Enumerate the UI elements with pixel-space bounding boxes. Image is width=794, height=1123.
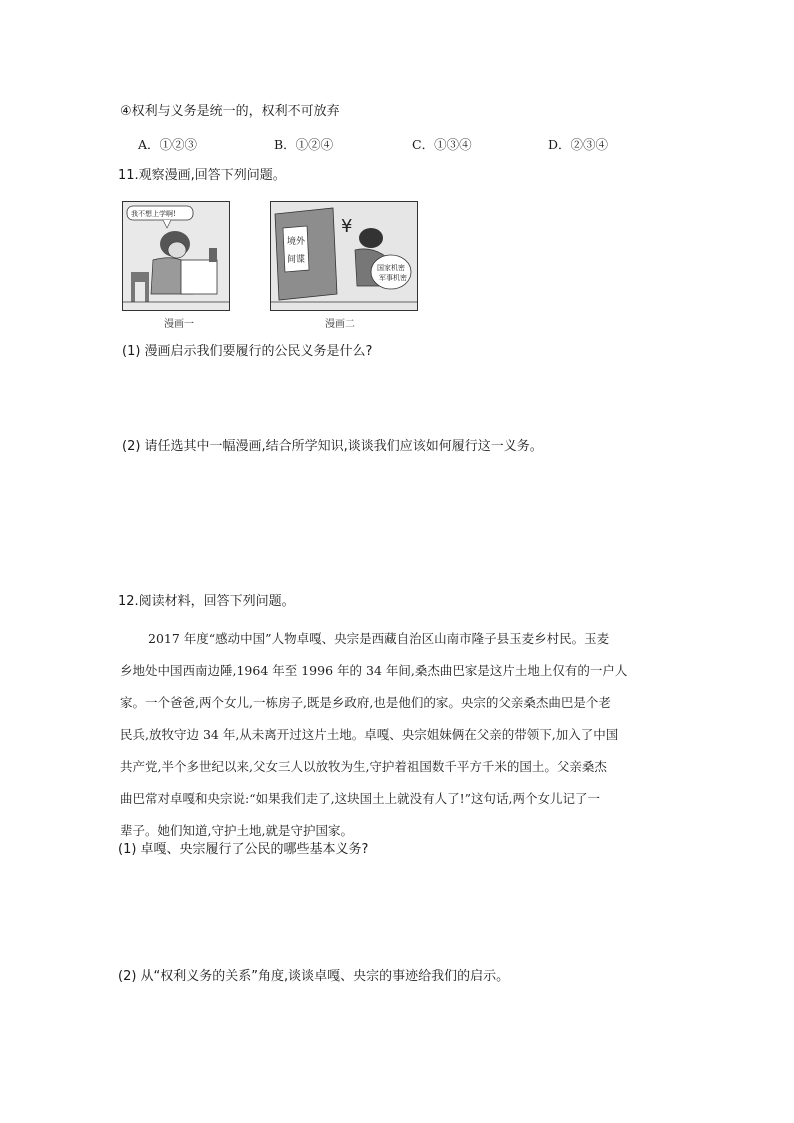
- cartoon-two-image: [270, 201, 418, 311]
- cartoon-two-bag-line1: 国家机密: [377, 264, 405, 272]
- cartoon-two-board-line1: 境外: [287, 237, 306, 247]
- cartoon-two-caption: 漫画二: [325, 319, 355, 330]
- cartoon-two-drawing: [271, 202, 417, 310]
- cartoon-two-money: ¥: [341, 216, 353, 237]
- cartoon-one-caption: 漫画一: [164, 319, 194, 330]
- question-12-sub2: (2) 从“权利义务的关系”角度,谈谈卓嘎、央宗的事迹给我们的启示。: [118, 969, 510, 984]
- question-12-sub1: (1) 卓嘎、央宗履行了公民的哪些基本义务?: [118, 842, 369, 857]
- cartoon-two-bag-line2: 军事机密: [379, 274, 407, 282]
- material-line: 共产党,半个多世纪以来,父女三人以放牧为生,守护着祖国数千平方千米的国土。父亲桑杰: [120, 759, 607, 774]
- question-11-title: 11.观察漫画,回答下列问题。: [118, 168, 286, 183]
- option-d[interactable]: D．②③④: [548, 137, 609, 152]
- material-line: 辈子。她们知道,守护土地,就是守护国家。: [120, 823, 353, 838]
- question-12-title: 12.阅读材料，回答下列问题。: [118, 594, 295, 609]
- statement-4: ④权利与义务是统一的，权利不可放弃: [120, 104, 340, 119]
- material-line: 曲巴常对卓嘎和央宗说:“如果我们走了,这块国土上就没有人了!”这句话,两个女儿记了一: [120, 791, 600, 806]
- cartoon-one-image: [122, 201, 230, 311]
- cartoon-one-bubble: 我不想上学啊!: [131, 210, 176, 218]
- cartoon-one-drawing: [123, 202, 229, 310]
- option-c[interactable]: C．①③④: [412, 137, 472, 152]
- cartoon-two-board-line2: 间谍: [287, 255, 306, 265]
- material-line: 民兵,放牧守边 34 年,从未离开过这片土地。卓嘎、央宗姐妹俩在父亲的带领下,加入了中国: [120, 727, 619, 742]
- material-line: 家。一个爸爸,两个女儿,一栋房子,既是乡政府,也是他们的家。央宗的父亲桑杰曲巴是个老: [120, 695, 611, 710]
- option-a[interactable]: A．①②③: [138, 137, 198, 152]
- option-b[interactable]: B．①②④: [274, 137, 334, 152]
- material-line: 乡地处中国西南边陲,1964 年至 1996 年的 34 年间,桑杰曲巴家是这片土地上仅有的一户人: [120, 663, 628, 678]
- question-11-sub1: (1) 漫画启示我们要履行的公民义务是什么?: [122, 344, 373, 359]
- question-11-sub2: (2) 请任选其中一幅漫画,结合所学知识,谈谈我们应该如何履行这一义务。: [122, 439, 543, 454]
- material-line: 2017 年度“感动中国”人物卓嘎、央宗是西藏自治区山南市隆子县玉麦乡村民。玉麦: [148, 631, 610, 646]
